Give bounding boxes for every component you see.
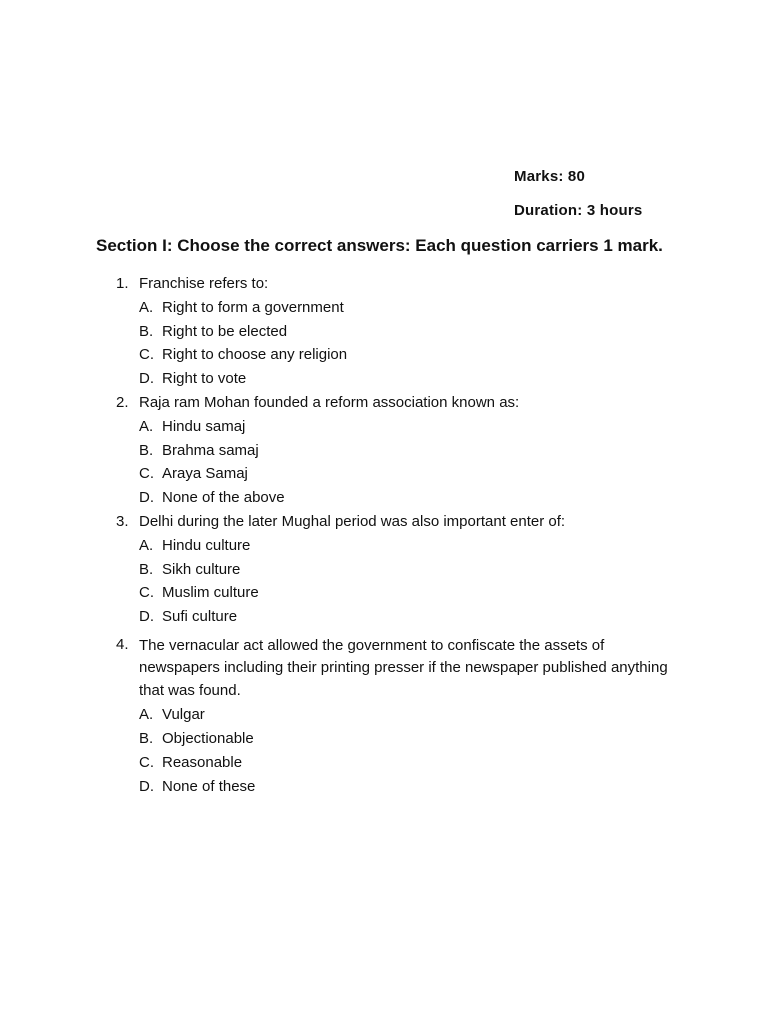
- question-number: 2.: [116, 393, 129, 411]
- option-letter: C.: [139, 584, 154, 602]
- option-letter: A.: [139, 536, 154, 554]
- option-letter: B.: [139, 441, 154, 459]
- option-text: Muslim culture: [162, 584, 259, 602]
- option-letter: A.: [139, 706, 154, 724]
- option-letter: A.: [139, 417, 154, 435]
- option-text: None of these: [162, 777, 256, 795]
- option-a: [139, 296, 676, 320]
- option-d: [139, 486, 676, 510]
- question-number: 3.: [116, 512, 129, 530]
- option-text: Araya Samaj: [162, 465, 248, 483]
- option-text: Right to choose any religion: [162, 346, 348, 364]
- option-c: [139, 343, 676, 367]
- section-title: Section I: Choose the correct answers: Each question carriers 1 mark.: [96, 236, 663, 255]
- option-a: [139, 415, 676, 439]
- question-text: Delhi during the later Mughal period was also important enter of:: [139, 512, 566, 530]
- option-letter: A.: [139, 298, 154, 316]
- option-text: Hindu culture: [162, 536, 251, 554]
- question-2: [116, 391, 676, 510]
- option-letter: D.: [139, 489, 154, 507]
- option-text: Sikh culture: [162, 560, 241, 578]
- question-text: Raja ram Mohan founded a reform association known as:: [139, 393, 520, 411]
- option-text: Objectionable: [162, 730, 254, 748]
- question-1: [116, 272, 676, 391]
- question-text: Franchise refers to:: [139, 275, 269, 292]
- option-c: [139, 581, 676, 605]
- question-list: [116, 272, 676, 799]
- option-a: [139, 534, 676, 558]
- option-letter: B.: [139, 730, 154, 748]
- option-letter: C.: [139, 465, 154, 483]
- option-a: [139, 703, 676, 727]
- question-4: [116, 633, 676, 799]
- option-list: [139, 703, 676, 798]
- option-text: Brahma samaj: [162, 441, 259, 459]
- option-text: Right to form a government: [162, 298, 344, 316]
- marks-label: Marks: 80: [514, 168, 586, 185]
- option-list: [139, 296, 676, 391]
- option-letter: B.: [139, 560, 154, 578]
- option-c: [139, 462, 676, 486]
- option-text: Right to vote: [162, 370, 247, 388]
- option-d: [139, 775, 676, 799]
- option-text: Sufi culture: [162, 608, 238, 626]
- option-letter: C.: [139, 346, 154, 364]
- option-d: [139, 605, 676, 629]
- option-d: [139, 367, 676, 391]
- option-letter: D.: [139, 608, 154, 626]
- option-list: [139, 415, 676, 510]
- option-list: [139, 534, 676, 629]
- option-text: Vulgar: [162, 706, 205, 724]
- option-b: [139, 727, 676, 751]
- question-number: 1.: [116, 275, 129, 292]
- option-b: [139, 320, 676, 344]
- option-text: None of the above: [162, 489, 285, 507]
- question-3: [116, 510, 676, 629]
- option-b: [139, 558, 676, 582]
- duration-label: Duration: 3 hours: [514, 202, 643, 219]
- option-letter: C.: [139, 754, 154, 772]
- question-number: 4.: [116, 635, 129, 653]
- option-letter: D.: [139, 777, 154, 795]
- option-b: [139, 439, 676, 463]
- question-text: The vernacular act allowed the government to confiscate the assets of newspapers including their printing presser if the newspaper published anything that was found.: [139, 636, 668, 699]
- option-text: Hindu samaj: [162, 417, 246, 435]
- option-text: Reasonable: [162, 754, 243, 772]
- option-c: [139, 751, 676, 775]
- option-letter: D.: [139, 370, 154, 388]
- option-text: Right to be elected: [162, 322, 288, 340]
- option-letter: B.: [139, 322, 154, 340]
